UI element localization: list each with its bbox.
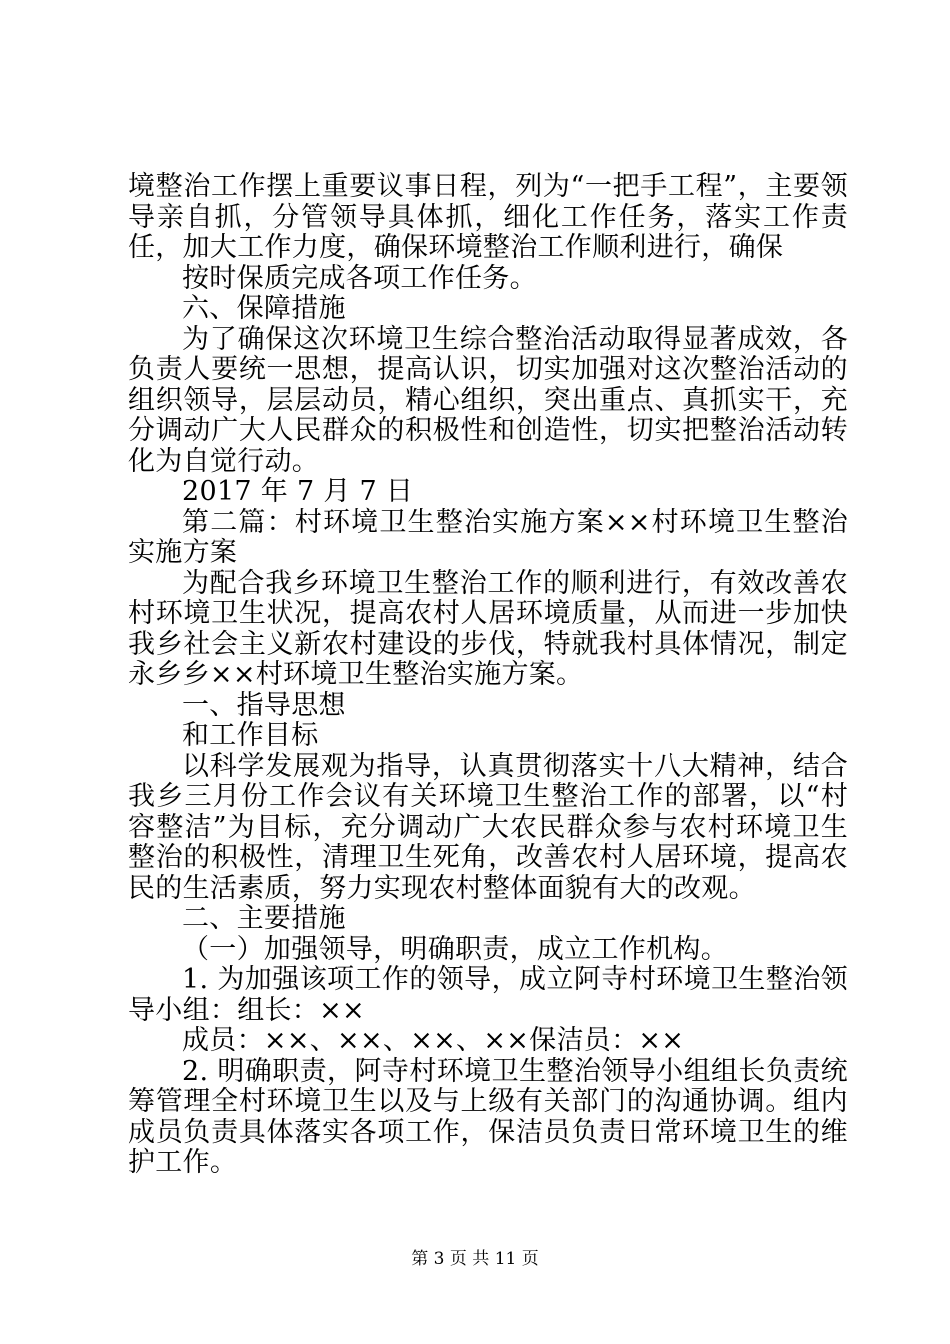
paragraph-guiding-ideology: 以科学发展观为指导，认真贯彻落实十八大精神，结合我乡三月份工作会议有关环境卫生整治工作的部署，以“村容整洁”为目标，充分调动广大农民群众参与农村环境卫生整治的积极性，清理卫生死角，改善农村人居环境，提高农民的生活素质，努力实现农村整体面貌有大的改观。 (128, 750, 848, 904)
section-heading-safeguards: 六、保障措施 (182, 293, 346, 324)
paragraph-completion: 按时保质完成各项工作任务。 (182, 262, 537, 294)
document-date: 2017 年 7 月 7 日 (182, 476, 414, 507)
section-heading-guiding-ideology: 一、指导思想 (182, 689, 346, 721)
paragraph-continuation: 境整治工作摆上重要议事日程，列为“一把手工程”，主要领导亲自抓，分管领导具体抓，细化工作任务，落实工作责任，加大工作力度，确保环境整治工作顺利进行，确保 (128, 171, 848, 263)
section-heading-main-measures: 二、主要措施 (182, 903, 346, 934)
list-item-members: 成员：××、××、××、××保洁员：×× (182, 1025, 685, 1056)
paragraph-safeguards: 为了确保这次环境卫生综合整治活动取得显著成效，各负责人要统一思想，提高认识，切实加强对这次整治活动的组织领导，层层动员，精心组织，突出重点、真抓实干，充分调动广大人民群众的积极性和创造性，切实把整治活动转化为自觉行动。 (128, 323, 848, 477)
subsection-heading-leadership: （一）加强领导，明确职责，成立工作机构。 (182, 933, 728, 965)
list-item-leading-group: 1. 为加强该项工作的领导，成立阿寺村环境卫生整治领导小组：组长：×× (128, 964, 848, 1026)
paragraph-intro: 为配合我乡环境卫生整治工作的顺利进行，有效改善农村环境卫生状况，提高农村人居环境质量，从而进一步加快我乡社会主义新农村建设的步伐，特就我村具体情况，制定永乡乡××村环境卫生整治实施方案。 (128, 567, 848, 690)
document-body (128, 172, 848, 1179)
chapter-title: 第二篇：村环境卫生整治实施方案××村环境卫生整治实施方案 (128, 506, 848, 568)
section-heading-work-goals: 和工作目标 (182, 720, 319, 751)
list-item-responsibilities: 2. 明确职责，阿寺村环境卫生整治领导小组组长负责统筹管理全村环境卫生以及与上级有关部门的沟通协调。组内成员负责具体落实各项工作，保洁员负责日常环境卫生的维护工作。 (128, 1055, 848, 1178)
page-footer: 第 3 页 共 11 页 (411, 1249, 539, 1269)
